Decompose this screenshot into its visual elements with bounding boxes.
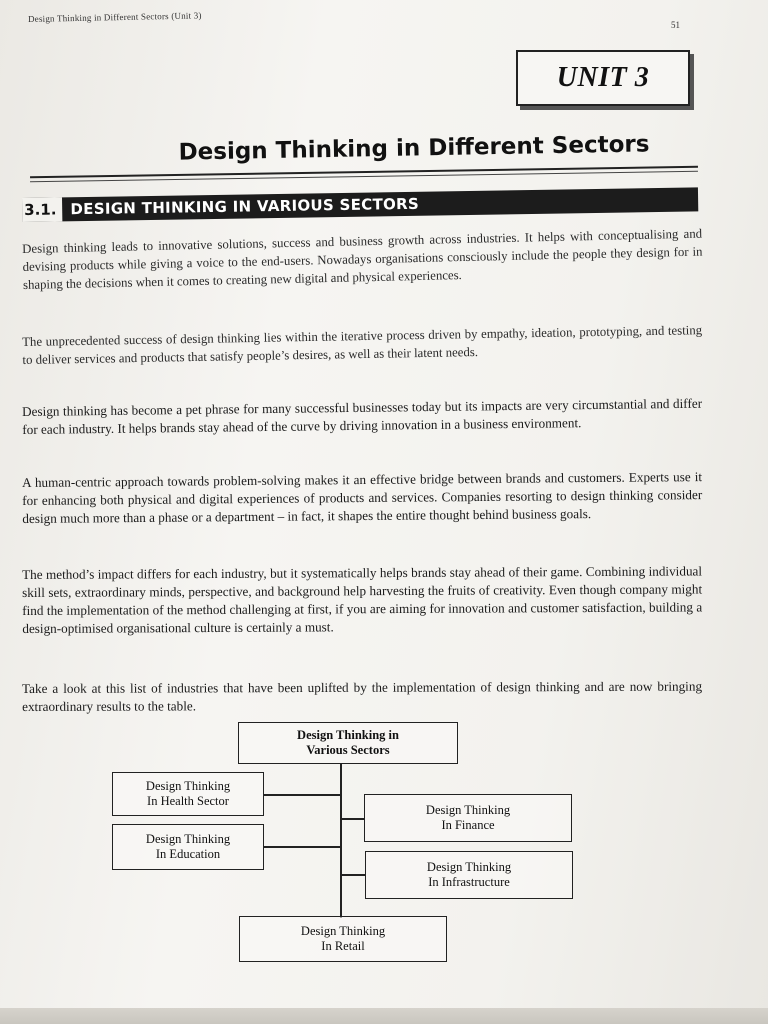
retail-line-1: Design Thinking <box>300 924 386 938</box>
connector-health <box>264 794 341 796</box>
root-line-1: Design Thinking in <box>297 728 399 742</box>
paragraph-6: Take a look at this list of industries that have been uplifted by the implementation of design thinking and are now bringing extraordinary results to the table. <box>22 678 703 714</box>
unit-label: UNIT 3 <box>556 62 650 93</box>
section-title: DESIGN THINKING IN VARIOUS SECTORS <box>70 194 420 219</box>
connector-finance <box>341 818 364 820</box>
page-number: 51 <box>671 20 680 30</box>
section-heading-bar <box>22 187 698 222</box>
diagram-root-box <box>238 722 458 764</box>
connector-education <box>264 846 341 848</box>
unit-box <box>516 50 690 106</box>
health-line-1: Design Thinking <box>145 779 231 793</box>
retail-line-2: In Retail <box>321 939 365 953</box>
connector-infrastructure <box>341 874 365 876</box>
health-line-2: In Health Sector <box>147 794 229 808</box>
health-sector-box <box>112 772 264 816</box>
running-head: Design Thinking in Different Sectors (Unit 3) <box>27 10 202 24</box>
section-number: 3.1. <box>22 197 63 222</box>
education-line-1: Design Thinking <box>145 832 231 846</box>
paragraph-5: The method’s impact differs for each industry, but it systematically helps brands stay ahead of their game. Combining individual skill sets, extraordinary minds, perspective, and background help harvesting the fruits of creativity. Even though company might find the implementation of the method challenging at first, if you are aiming for innovation and customer satisfaction, building a design-optimised organisational culture is certainly a must. <box>22 563 703 636</box>
paragraph-2: The unprecedented success of design thinking lies within the iterative process driven by empathy, ideation, prototyping, and testing to deliver services and products that satisfy people’s desires, as well as their latent needs. <box>22 323 703 367</box>
retail-sector-box <box>239 916 447 962</box>
page-bottom-edge <box>0 1008 768 1024</box>
paragraph-1: Design thinking leads to innovative solutions, success and business growth across industries. It helps with conceptualising and devising products while giving a voice to the end-users. Nowadays organisations consciously include the people they design for in shaping the decisions when it comes to creating new digital and physical experiences. <box>22 226 703 292</box>
education-sector-box <box>112 824 264 870</box>
paragraph-3: Design thinking has become a pet phrase for many successful businesses today but its impacts are very circumstantial and differ for each industry. It helps brands stay ahead of the curve by driving innovation in a business environment. <box>22 395 703 437</box>
paragraph-4: A human-centric approach towards problem-solving makes it an effective bridge between brands and customers. Experts use it for enhancing both physical and digital experiences of products and services. Companies resorting to design thinking consider design much more than a phase or a department – in fact, it shapes the entire thought behind business goals. <box>22 469 703 526</box>
infrastructure-line-2: In Infrastructure <box>428 875 510 889</box>
finance-line-1: Design Thinking <box>425 803 511 817</box>
trunk-line <box>340 764 342 918</box>
infrastructure-line-1: Design Thinking <box>426 860 512 874</box>
finance-sector-box <box>364 794 572 842</box>
infrastructure-sector-box <box>365 851 573 899</box>
finance-line-2: In Finance <box>441 818 495 832</box>
education-line-2: In Education <box>155 847 221 861</box>
chapter-title: Design Thinking in Different Sectors <box>178 131 650 166</box>
root-line-2: Various Sectors <box>306 743 390 757</box>
sectors-diagram <box>0 718 768 968</box>
